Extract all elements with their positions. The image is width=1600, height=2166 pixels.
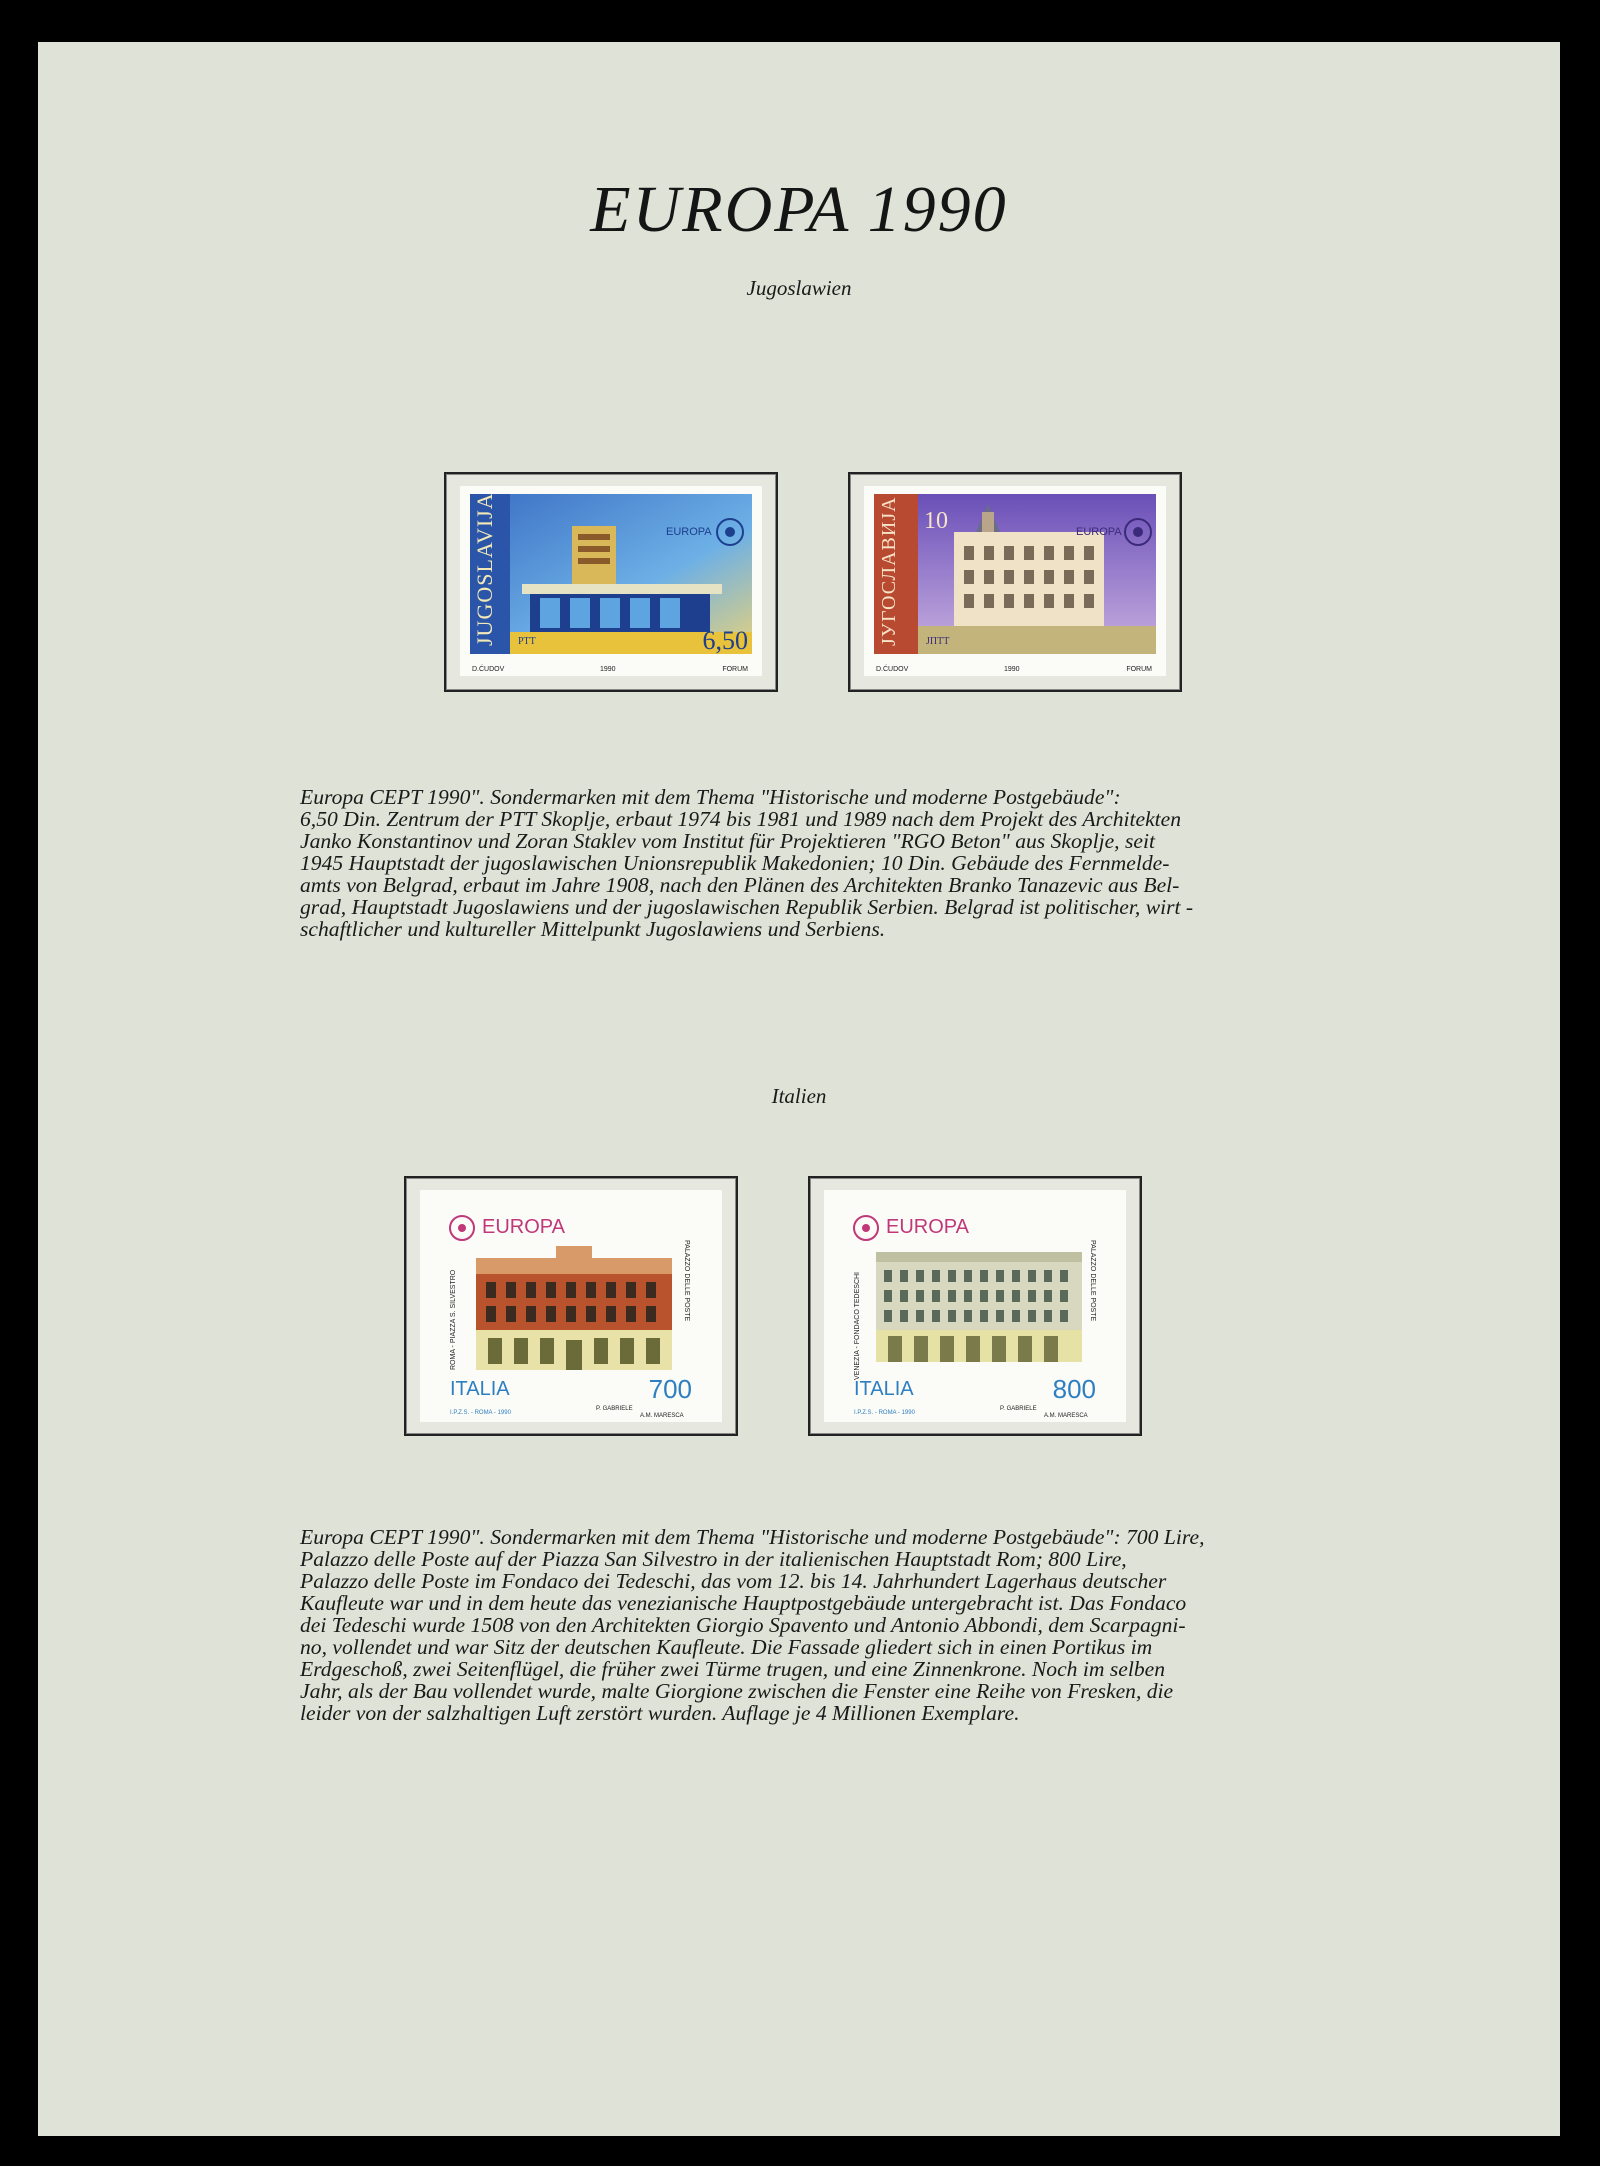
stamp-ptt-label: ЈПТТ — [926, 636, 950, 647]
description-line: Palazzo delle Poste im Fondaco dei Tedeschi, das vom 12. bis 14. Jahrhundert Lagerhaus deutscher — [300, 1569, 1167, 1593]
stamp-footer-left: D.ĆUDOV — [472, 666, 505, 673]
description-line: Janko Konstantinov und Zoran Staklev vom Institut für Projektieren "RGO Beton" aus Skoplje, seit — [300, 829, 1155, 853]
stamp-country-label: ITALIA — [854, 1378, 914, 1400]
description-line: Jahr, als der Bau vollendet wurde, malte Giorgione zwischen die Fenster eine Reihe von Fresken, die — [300, 1679, 1174, 1703]
description-line: dei Tedeschi wurde 1508 von den Architekten Giorgio Spavento und Antonio Abbondi, dem Scarpagni- — [300, 1613, 1186, 1637]
description-line: 1945 Hauptstadt der jugoslawischen Unionsrepublik Makedonien; 10 Din. Gebäude des Fernmelde- — [300, 851, 1170, 875]
album-page — [38, 42, 1560, 2136]
stamp-side-left: ROMA - PIAZZA S. SILVESTRO — [450, 1269, 457, 1370]
stamp-mount — [808, 1176, 1142, 1436]
description-italien — [300, 1526, 1320, 1724]
stamp-value: 6,50 — [702, 626, 748, 655]
description-line: schaftlicher und kultureller Mittelpunkt Jugoslawiens und Serbiens. — [300, 917, 886, 941]
stamp-mount — [404, 1176, 738, 1436]
stamp-footer-left: D.ĆUDOV — [876, 666, 909, 673]
stamp-jugoslavija-650 — [460, 486, 762, 676]
stamp-footer-right: A.M. MARESCA — [640, 1413, 684, 1419]
stamp-mount — [444, 472, 778, 692]
stamp-country-label: ITALIA — [450, 1378, 510, 1400]
stamp-footer-mid: P. GABRIELE — [1000, 1406, 1037, 1412]
description-line: no, vollendet und war Sitz der deutschen Kaufleute. Die Fassade gliedert sich in einen Portikus im — [300, 1635, 1153, 1659]
description-line: Palazzo delle Poste auf der Piazza San Silvestro in der italienischen Hauptstadt Rom; 800 Lire, — [300, 1547, 1127, 1571]
stamp-footer-right: FORUM — [722, 666, 748, 673]
stamp-footer-mid: 1990 — [1004, 666, 1020, 673]
page-title: EUROPA 1990 — [590, 173, 1008, 246]
stamp-value: 10 — [924, 508, 948, 534]
stamp-emblem-label: EUROPA — [666, 526, 712, 538]
stamp-emblem-label: EUROPA — [1076, 526, 1122, 538]
description-line: 6,50 Din. Zentrum der PTT Skoplje, erbaut 1974 bis 1981 und 1989 nach dem Projekt des Architekten — [300, 807, 1182, 831]
description-line: Erdgeschoß, zwei Seitenflügel, die früher zwei Türme trugen, und eine Zinnenkrone. Noch im selben — [300, 1657, 1166, 1681]
description-line: Europa CEPT 1990". Sondermarken mit dem Thema "Historische und moderne Postgebäude": — [300, 785, 1121, 809]
country-heading-jugoslawien: Jugoslawien — [746, 276, 852, 300]
description-line: Kaufleute war und in dem heute das venezianische Hauptpostgebäude untergebracht ist. Das Fondaco — [300, 1591, 1187, 1615]
stamp-footer-left: I.P.Z.S. - ROMA - 1990 — [450, 1410, 511, 1416]
country-heading-italien: Italien — [771, 1084, 827, 1108]
stamp-italia-800 — [824, 1190, 1126, 1422]
description-line: amts von Belgrad, erbaut im Jahre 1908, nach den Plänen des Architekten Branko Tanazevic aus Bel- — [300, 873, 1180, 897]
stamp-country-vertical: ЈУГОСЛАВИЈА — [878, 496, 900, 646]
stamp-emblem-label: EUROPA — [886, 1216, 969, 1238]
description-line: grad, Hauptstadt Jugoslawiens und der jugoslawischen Republik Serbien. Belgrad ist politischer, wirt - — [300, 895, 1194, 919]
description-line: Europa CEPT 1990". Sondermarken mit dem Thema "Historische und moderne Postgebäude": 700 Lire, — [300, 1525, 1205, 1549]
stamp-jugoslavija-10 — [864, 486, 1166, 676]
stamp-footer-right: FORUM — [1126, 666, 1152, 673]
stamp-footer-mid: 1990 — [600, 666, 616, 673]
stamp-side-left: VENEZIA - FONDACO TEDESCHI — [854, 1272, 861, 1380]
stamp-ptt-label: PTT — [518, 636, 536, 647]
description-jugoslawien — [300, 786, 1320, 940]
stamp-side-right: PALAZZO DELLE POSTE — [683, 1240, 690, 1322]
description-line: leider von der salzhaltigen Luft zerstört wurden. Auflage je 4 Millionen Exemplare. — [300, 1701, 1020, 1725]
stamp-value: 800 — [1052, 1374, 1096, 1404]
stamp-footer-right: A.M. MARESCA — [1044, 1413, 1088, 1419]
stamp-emblem-label: EUROPA — [482, 1216, 565, 1238]
stamp-footer-left: I.P.Z.S. - ROMA - 1990 — [854, 1410, 915, 1416]
stamp-side-right: PALAZZO DELLE POSTE — [1089, 1240, 1096, 1322]
stamp-artwork — [864, 486, 1166, 676]
stamp-value: 700 — [648, 1374, 692, 1404]
stamp-footer-mid: P. GABRIELE — [596, 1406, 633, 1412]
stamp-italia-700 — [420, 1190, 722, 1422]
stamp-mount — [848, 472, 1182, 692]
